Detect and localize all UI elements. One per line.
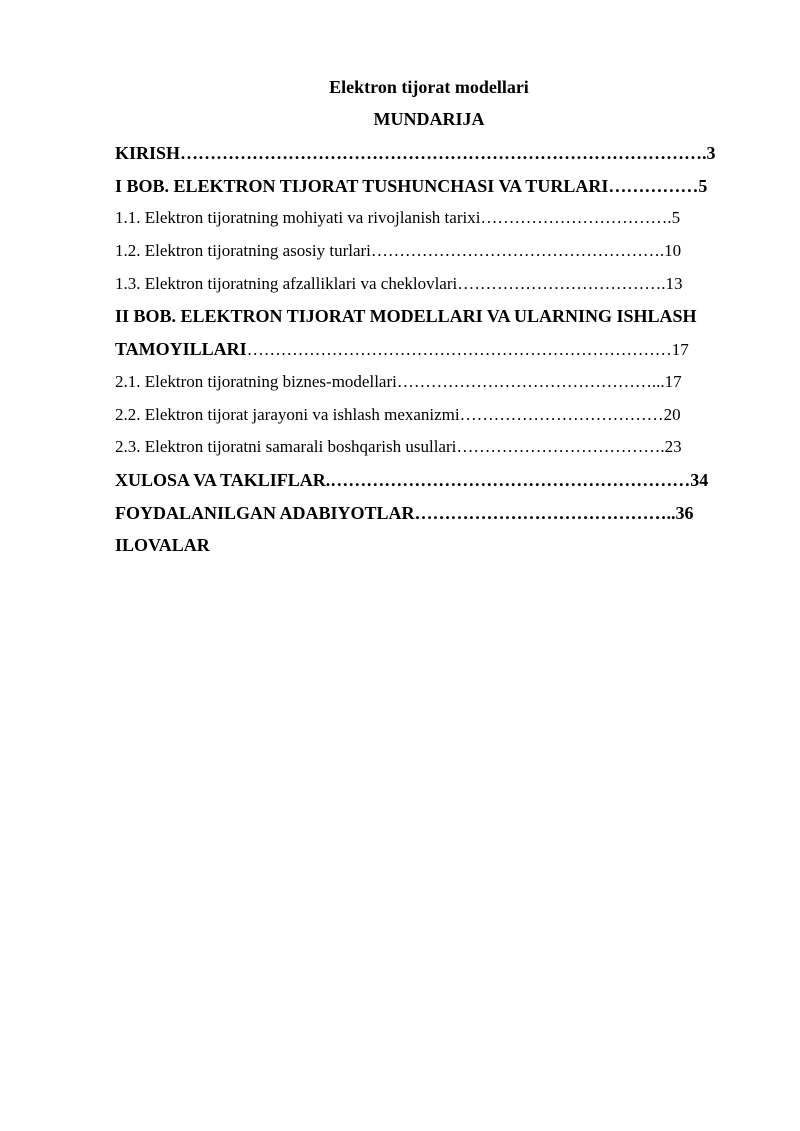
document-title: Elektron tijorat modellari — [329, 77, 529, 97]
toc-entry-text: 1.2. Elektron tijoratning asosiy turlari…………………………………………….10 — [115, 241, 682, 261]
toc-entry-text: KIRISH…………………………………………………………………………….3 — [115, 143, 716, 163]
toc-entry-kirish — [115, 142, 745, 175]
toc-entry-text: 2.3. Elektron tijoratni samarali boshqarish usullari……………………………….23 — [115, 437, 682, 457]
toc-entry-2-1 — [115, 371, 745, 404]
toc-entry-xulosa — [115, 469, 745, 502]
toc-entry-adabiyotlar — [115, 502, 745, 535]
toc-entry-chapter-2 — [115, 305, 745, 338]
toc-entry-text: 1.1. Elektron tijoratning mohiyati va rivojlanish tarixi…………………………….5 — [115, 208, 681, 228]
toc-entry-2-3 — [115, 436, 745, 469]
toc-entry-text: 2.2. Elektron tijorat jarayoni va ishlash mexanizmi………………………………20 — [115, 404, 681, 424]
toc-entry-1-3 — [115, 273, 745, 306]
toc-entry-1-2 — [115, 240, 745, 273]
toc-entry-text: II BOB. ELEKTRON TIJORAT MODELLARI VA ULARNING ISHLASH — [115, 306, 697, 327]
toc-entry-ilovalar — [115, 534, 745, 567]
toc-entry-text: XULOSA VA TAKLIFLAR.……………………………………………………34 — [115, 469, 709, 490]
toc-entry-2-2 — [115, 404, 745, 437]
toc-entry-text: TAMOYILLARI — [115, 339, 247, 360]
toc-heading: MUNDARIJA — [373, 109, 485, 129]
table-of-contents — [115, 142, 745, 567]
toc-entry-leader: …………………………………………………………………17 — [246, 340, 689, 360]
toc-entry-text: I BOB. ELEKTRON TIJORAT TUSHUNCHASI VA TURLARI……………5 — [115, 175, 708, 196]
toc-entry-1-1 — [115, 207, 745, 240]
toc-entry-text: ILOVALAR — [115, 535, 210, 556]
toc-entry-text: 2.1. Elektron tijoratning biznes-modellari………………………………………...17 — [115, 371, 682, 391]
toc-entry-chapter-1 — [115, 175, 745, 208]
toc-entry-chapter-2-cont — [115, 338, 745, 371]
toc-entry-text: FOYDALANILGAN ADABIYOTLAR……………………………………..36 — [115, 502, 694, 523]
toc-entry-text: 1.3. Elektron tijoratning afzalliklari va cheklovlari……………………………….13 — [115, 273, 683, 293]
